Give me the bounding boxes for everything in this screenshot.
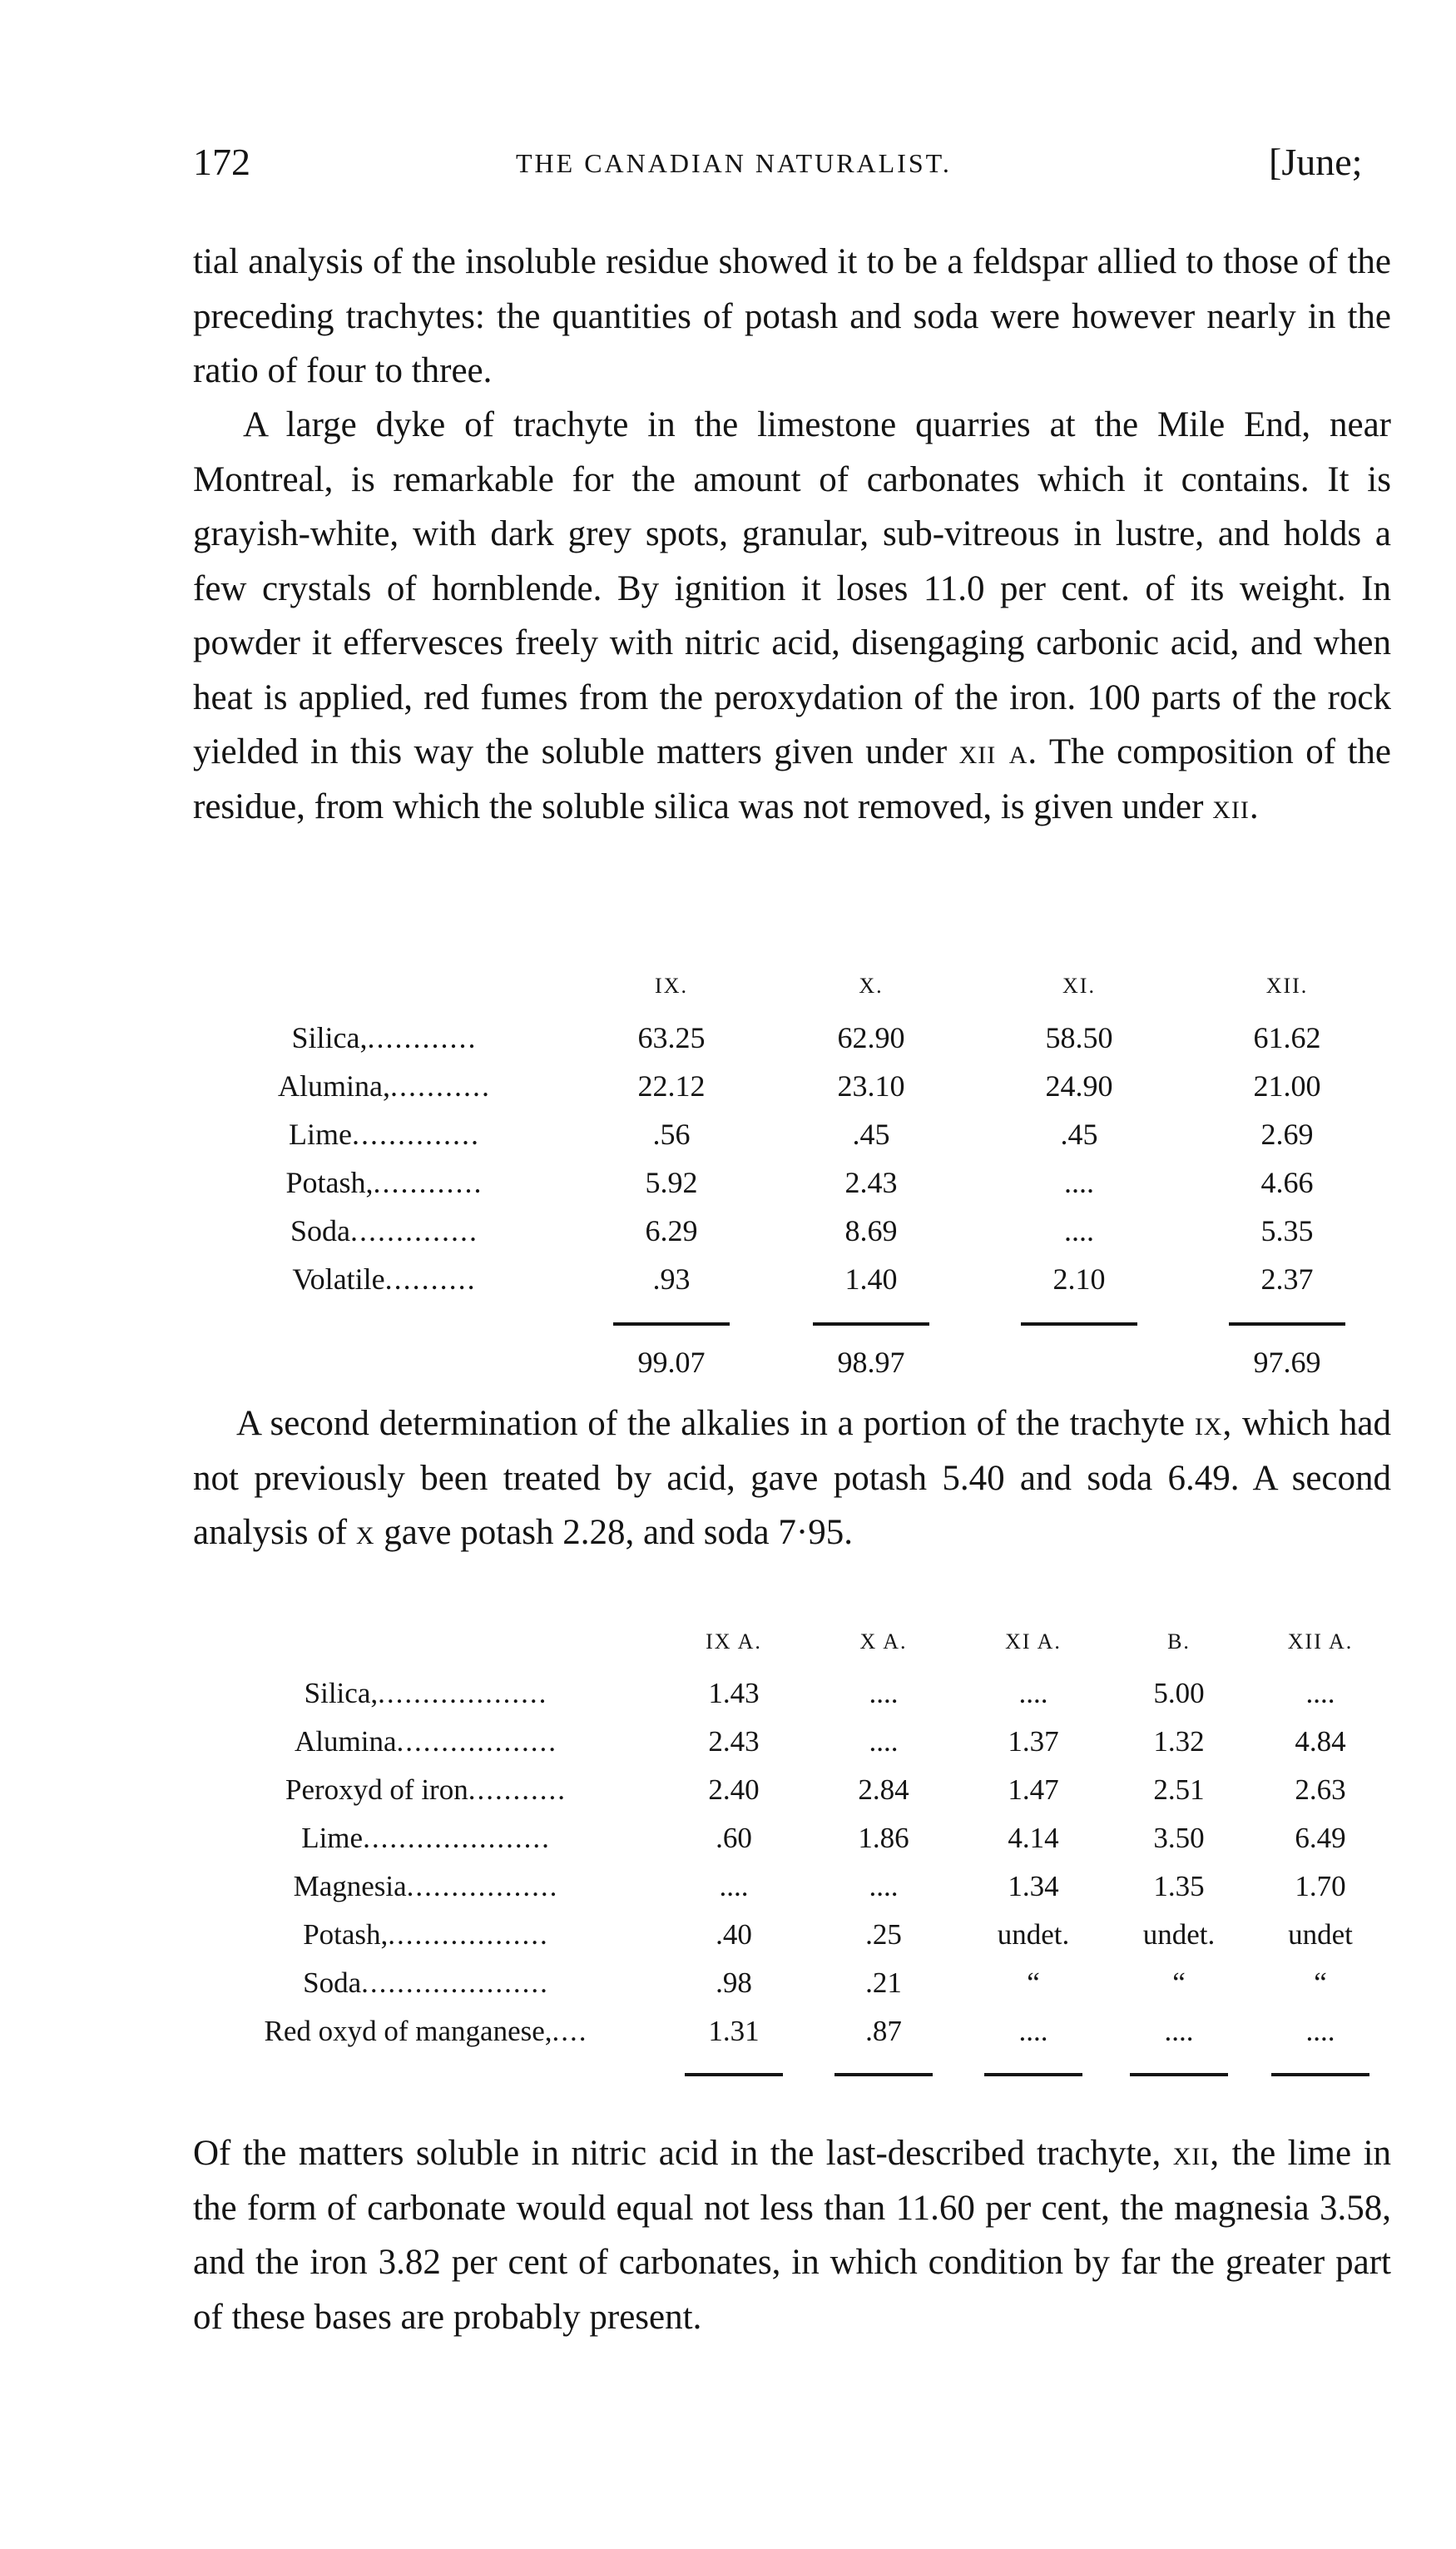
paragraph-text: The composition of the residue, from which the soluble silica was not removed, is given under (193, 732, 1392, 826)
table-cell: 2.69 (1260, 1118, 1314, 1151)
table-cell: 1.32 (1153, 1725, 1205, 1758)
table-cell: .... (1305, 1677, 1335, 1709)
issue-date: [June; (1269, 141, 1363, 183)
page-number: 172 (193, 141, 250, 183)
table-cell: 24.90 (1045, 1069, 1113, 1103)
column-header: XII A. (1287, 1629, 1354, 1654)
label-column-header (193, 972, 576, 1014)
table-row (193, 1911, 1391, 1959)
specimen-reference: xii. (1212, 786, 1260, 826)
table-cell: .... (1305, 2015, 1335, 2047)
table-cell: 1.34 (1008, 1870, 1059, 1902)
table-cell: .45 (852, 1118, 890, 1151)
row-label-text: Soda (303, 1966, 362, 1999)
table-cell: 2.43 (708, 1725, 760, 1758)
paragraph-continuation: tial analysis of the insoluble residue showed it to be a feldspar allied to those of the preceding trachytes: the quantities of potash and soda were however nearly in the ratio of four to three. (193, 242, 1391, 390)
leader-dots: .......... (384, 1262, 477, 1296)
table-cell: “ (1314, 1966, 1327, 1999)
row-label (193, 1062, 576, 1110)
row-label (193, 1766, 659, 1814)
total-cell (975, 1338, 1183, 1386)
table-cell: .... (869, 1725, 899, 1758)
total-cell: 99.07 (637, 1346, 706, 1379)
table-cell: .... (869, 1677, 899, 1709)
analysis-table-residue (193, 972, 1391, 1386)
specimen-reference: ix, (1194, 1404, 1233, 1443)
row-label (193, 1814, 659, 1862)
leader-dots: ................... (378, 1677, 548, 1709)
row-label (193, 1014, 576, 1062)
table-cell: .93 (652, 1262, 691, 1296)
table-cell: 1.86 (858, 1822, 909, 1854)
table-cell: “ (1172, 1966, 1186, 1999)
row-label-text: Alumina (295, 1725, 397, 1758)
table-cell: undet. (997, 1918, 1070, 1951)
row-label-text: Silica, (304, 1677, 379, 1709)
leader-dots: .............. (350, 1214, 478, 1247)
sum-rule (1021, 1322, 1137, 1326)
table-cell: 6.49 (1295, 1822, 1346, 1854)
leader-dots: .............. (351, 1118, 480, 1151)
table-cell: .56 (652, 1118, 691, 1151)
table-cell: 6.29 (645, 1214, 698, 1247)
table-cell: 2.40 (708, 1773, 760, 1806)
sum-rule (685, 2073, 783, 2076)
table-cell: 2.37 (1260, 1262, 1314, 1296)
table-row (193, 1207, 1391, 1255)
leader-dots: .................. (396, 1725, 557, 1758)
table-cell: .45 (1060, 1118, 1098, 1151)
table-row (193, 1255, 1391, 1303)
table-row (193, 1110, 1391, 1158)
table-cell: 63.25 (637, 1021, 706, 1054)
row-label (193, 1158, 576, 1207)
row-label (193, 1718, 659, 1766)
table-cell: .25 (865, 1918, 902, 1951)
column-header: X. (859, 974, 884, 998)
row-label (193, 1110, 576, 1158)
row-label-text: Alumina, (278, 1069, 390, 1103)
analysis-table-soluble (193, 1628, 1391, 2089)
table-cell: 3.50 (1153, 1822, 1205, 1854)
sum-rule-row (193, 1303, 1391, 1338)
column-header: IX A. (706, 1629, 762, 1654)
row-label (193, 2007, 659, 2056)
table-row (193, 2007, 1391, 2056)
row-label-text: Volatile (292, 1262, 385, 1296)
table-cell: 4.84 (1295, 1725, 1346, 1758)
leader-dots: ........... (389, 1069, 491, 1103)
table-cell: .87 (865, 2015, 902, 2047)
table-row (193, 1718, 1391, 1766)
table-cell: 1.47 (1008, 1773, 1059, 1806)
table-cell: undet. (1142, 1918, 1216, 1951)
sum-rule (984, 2073, 1082, 2076)
row-label-text: Soda (290, 1214, 350, 1247)
table-cell: 1.37 (1008, 1725, 1059, 1758)
row-label (193, 1207, 576, 1255)
table-cell: 22.12 (637, 1069, 706, 1103)
paragraph-text: Of the matters soluble in nitric acid in the last-described trachyte, (193, 2134, 1161, 2173)
table-cell: 58.50 (1045, 1021, 1113, 1054)
table-row (193, 1062, 1391, 1110)
table-cell: 2.10 (1052, 1262, 1106, 1296)
table-cell: 5.35 (1260, 1214, 1314, 1247)
table-cell: 5.00 (1153, 1677, 1205, 1709)
column-header: IX. (655, 974, 688, 998)
row-label (193, 1669, 659, 1718)
leader-dots: ..................... (363, 1822, 551, 1854)
table-cell: .21 (865, 1966, 902, 1999)
table-cell: “ (1027, 1966, 1040, 1999)
leader-dots: ........... (468, 1773, 567, 1806)
leader-dots: .................. (388, 1918, 549, 1951)
table-row (193, 1158, 1391, 1207)
leader-dots: ............ (373, 1166, 483, 1199)
table-row (193, 1766, 1391, 1814)
table-cell: 2.84 (858, 1773, 909, 1806)
paragraph-mile-end-dyke (193, 398, 1391, 834)
table-row (193, 1669, 1391, 1718)
table-cell: 2.63 (1295, 1773, 1346, 1806)
paragraph-text: A second determination of the alkalies in a portion of the trachyte (236, 1404, 1185, 1443)
table-cell: .... (719, 1870, 749, 1902)
paragraph-carbonates (193, 2126, 1391, 2344)
row-label (193, 1255, 576, 1303)
row-label (193, 1862, 659, 1911)
leader-dots: ............ (367, 1021, 478, 1054)
table-cell: 1.43 (708, 1677, 760, 1709)
sum-rule (1229, 1322, 1345, 1326)
column-header: XI A. (1005, 1629, 1062, 1654)
table-cell: 23.10 (837, 1069, 905, 1103)
sum-rule (813, 1322, 929, 1326)
table-cell: 61.62 (1253, 1021, 1321, 1054)
table-cell: 1.31 (708, 2015, 760, 2047)
paragraph-text: which had not previously been treated by acid, gave potash 5.40 and soda 6.49. A second analysis of (193, 1404, 1392, 1552)
table-row (193, 1814, 1391, 1862)
totals-row (193, 1338, 1391, 1386)
paragraph-text: gave potash 2.28, and soda 7·95. (384, 1513, 853, 1552)
row-label-text: Silica, (291, 1021, 368, 1054)
sum-rule (1130, 2073, 1228, 2076)
table-cell: .... (1064, 1214, 1094, 1247)
table-cell: .98 (716, 1966, 752, 1999)
table-cell: .40 (716, 1918, 752, 1951)
sum-rule-row (193, 2056, 1391, 2089)
table-row (193, 1862, 1391, 1911)
paragraph-text: the lime in the form of carbonate would equal not less than 11.60 per cent, the magnesia 3.58, and the iron 3.82 per cent of carbonates, in which condition by far the greater part of these bases are probably present. (193, 2134, 1392, 2337)
paragraph-second-determination (193, 1396, 1391, 1560)
row-label-text: Potash, (285, 1166, 374, 1199)
table-cell: .... (1064, 1166, 1094, 1199)
table-cell: 4.14 (1008, 1822, 1059, 1854)
table-row (193, 1959, 1391, 2007)
table-cell: .... (869, 1870, 899, 1902)
table-cell: .60 (716, 1822, 752, 1854)
column-header: XI. (1062, 974, 1096, 998)
sum-rule (613, 1322, 730, 1326)
table-cell: 2.51 (1153, 1773, 1205, 1806)
table-cell: undet (1288, 1918, 1353, 1951)
row-label-text: Peroxyd of iron (285, 1773, 468, 1806)
column-header: B. (1167, 1629, 1191, 1654)
table-cell: 1.70 (1295, 1870, 1346, 1902)
specimen-reference: x (355, 1513, 375, 1552)
running-head (0, 140, 1456, 198)
leader-dots: ..................... (361, 1966, 549, 1999)
column-header: X A. (859, 1629, 908, 1654)
row-label-text: Magnesia (293, 1870, 407, 1902)
total-cell: 97.69 (1253, 1346, 1321, 1379)
label-column-header (193, 1628, 659, 1669)
leader-dots: .... (552, 2015, 588, 2047)
specimen-reference: xii a. (958, 732, 1038, 771)
table-cell: 8.69 (844, 1214, 898, 1247)
specimen-reference: xii, (1172, 2134, 1221, 2173)
table-cell: 21.00 (1253, 1069, 1321, 1103)
table-cell: .... (1164, 2015, 1194, 2047)
row-label-text: Red oxyd of manganese, (264, 2015, 552, 2047)
row-label-text: Potash, (303, 1918, 389, 1951)
table-cell: .... (1018, 2015, 1048, 2047)
table-cell: 62.90 (837, 1021, 905, 1054)
journal-title: THE CANADIAN NATURALIST. (516, 148, 952, 178)
table-cell: 5.92 (645, 1166, 698, 1199)
sum-rule (834, 2073, 933, 2076)
table-cell: 1.35 (1153, 1870, 1205, 1902)
row-label-text: Lime (301, 1822, 364, 1854)
table-cell: 2.43 (844, 1166, 898, 1199)
table-cell: .... (1018, 1677, 1048, 1709)
table-cell: 1.40 (844, 1262, 898, 1296)
table-row (193, 1014, 1391, 1062)
table-cell: 4.66 (1260, 1166, 1314, 1199)
row-label (193, 1959, 659, 2007)
leader-dots: ................. (406, 1870, 559, 1902)
total-cell: 98.97 (837, 1346, 905, 1379)
table-header-row (193, 972, 1391, 1014)
row-label (193, 1911, 659, 1959)
sum-rule (1271, 2073, 1369, 2076)
column-header: XII. (1265, 974, 1309, 998)
table-header-row (193, 1628, 1391, 1669)
row-label-text: Lime (289, 1118, 352, 1151)
paragraph-text: A large dyke of trachyte in the limestone quarries at the Mile End, near Montreal, is remarkable for the amount of carbonates which it contains. It is grayish-white, with dark grey spots, granular, sub-vitreous in lustre, and holds a few crystals of hornblende. By ignition it loses 11.0 per cent. of its weight. In powder it effervesces freely with nitric acid, disengaging carbonic acid, and when heat is applied, red fumes from the peroxydation of the iron. 100 parts of the rock yielded in this way the soluble matters given under (193, 405, 1391, 771)
